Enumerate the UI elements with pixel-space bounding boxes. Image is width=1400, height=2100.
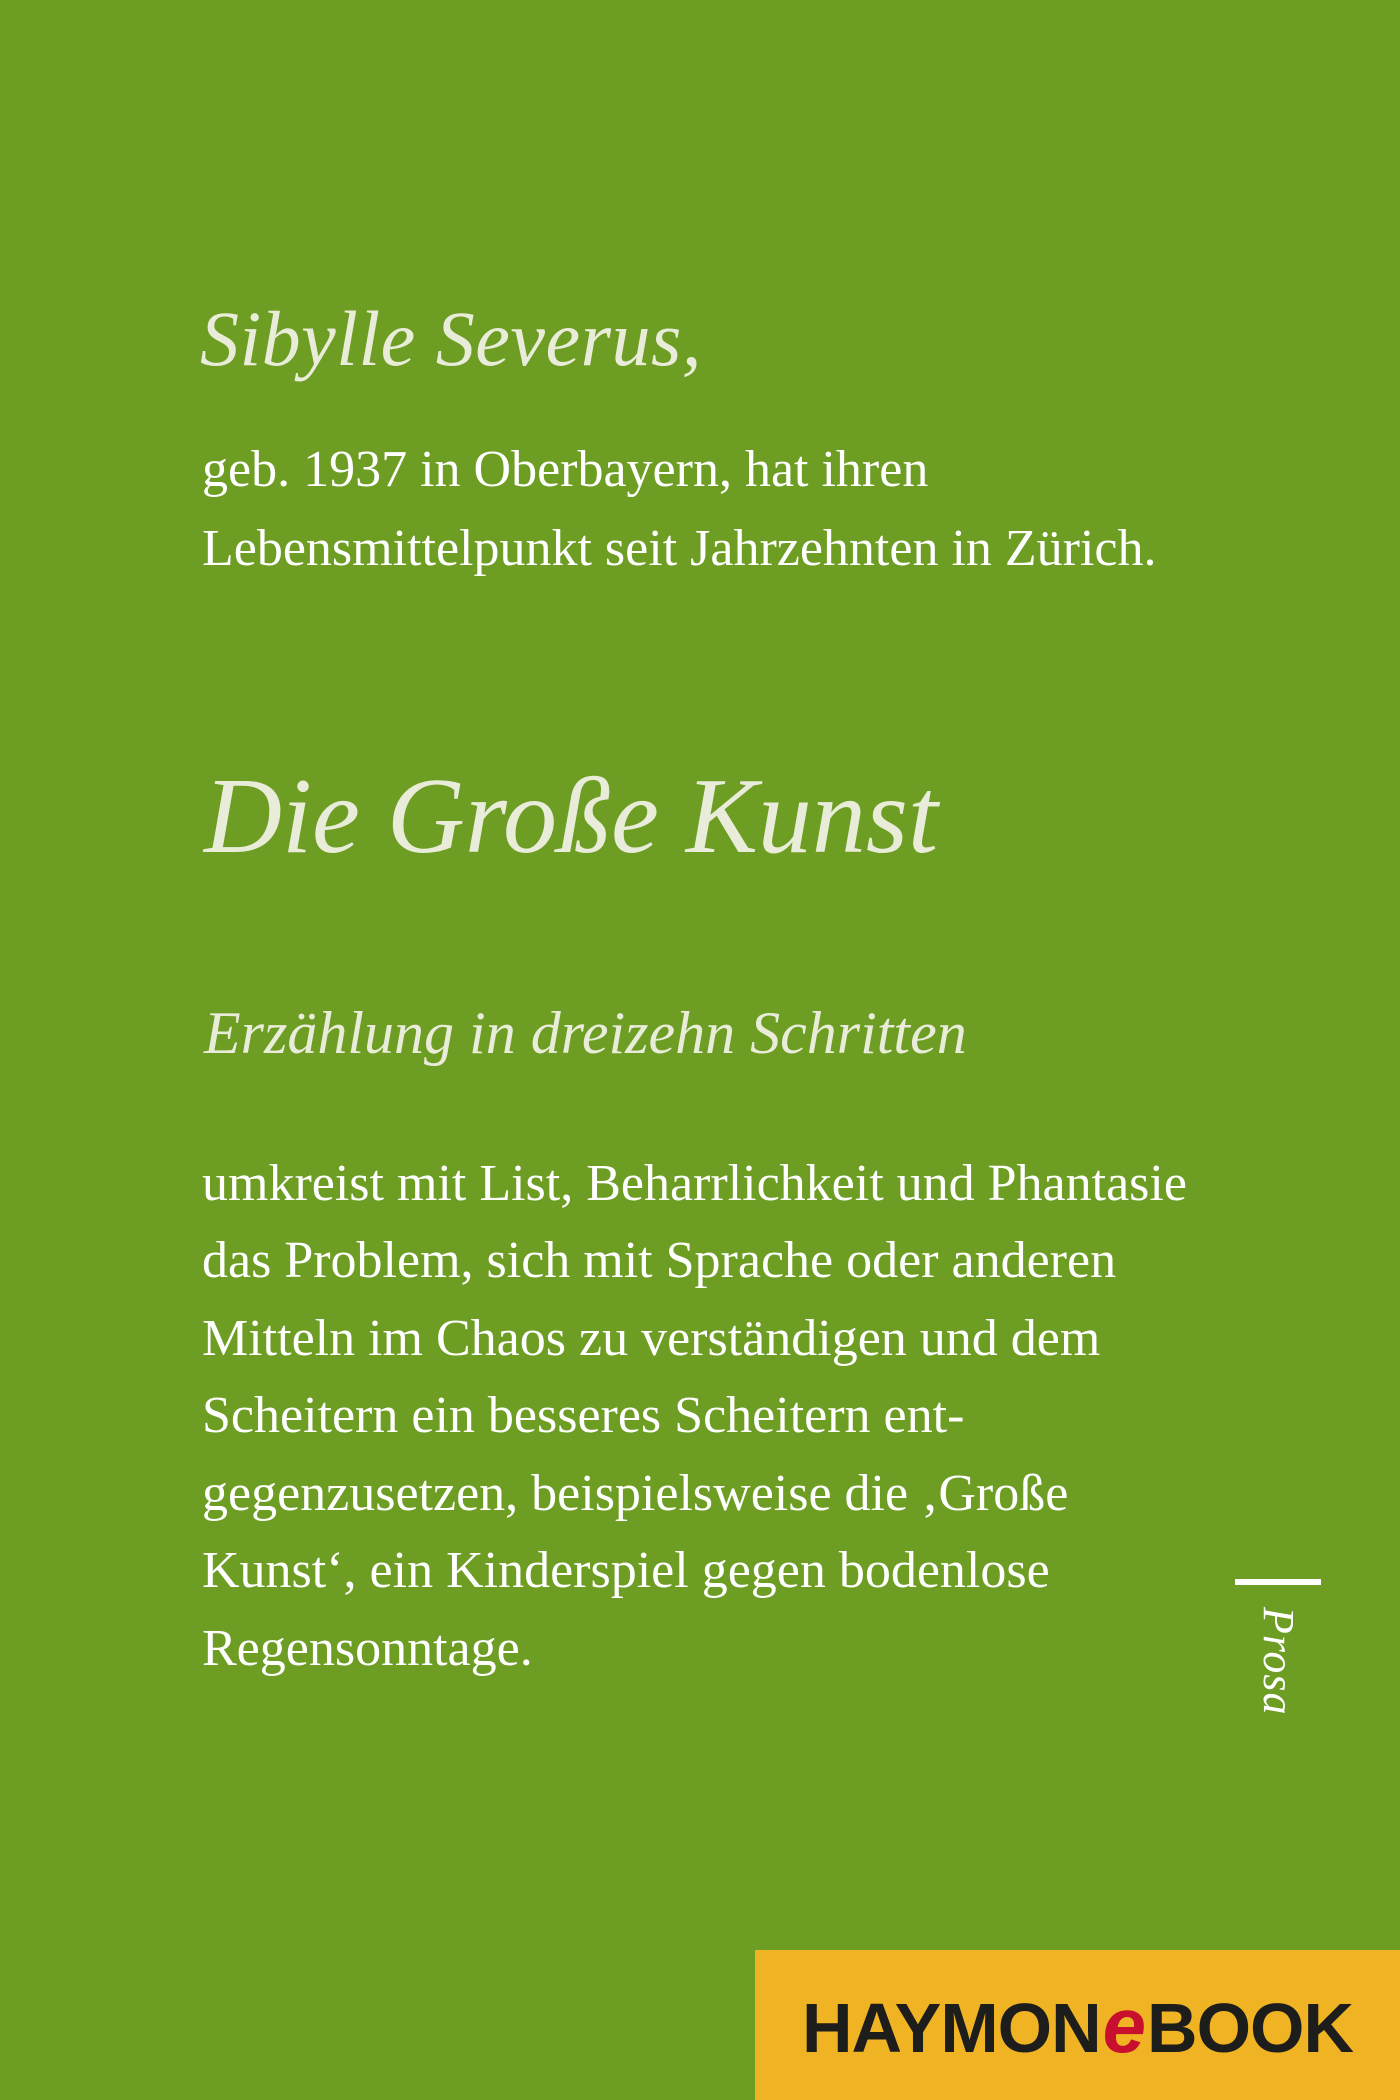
publisher-badge [755,1950,1400,2100]
cover-text-block [200,0,1200,2100]
author-bio: geb. 1937 in Oberbayern, hat ihren Lebensmittelpunkt seit Jahrzehnten in Zürich. [202,441,1157,578]
publisher-accent-letter: e [1102,1981,1146,2069]
publisher-badge-text [801,1981,1354,2069]
genre-marker [1218,1579,1338,1721]
genre-label: Prosa [1254,1606,1303,1715]
book-subtitle: Erzählung in dreizehn Schritten [204,1000,967,1066]
genre-rule [1235,1579,1321,1585]
publisher-format: BOOK [1147,1989,1354,2067]
book-blurb: umkreist mit List, Beharrlichkeit und Phantasie das Problem, sich mit Sprache oder anderen Mitteln im Chaos zu verständigen und dem Scheitern ein besseres Scheitern ent-gegenzusetzen, beispielsweise die ‚Große Kunst‘, ein Kinderspiel gegen bodenlose Regensonntage. [202,1155,1187,1677]
publisher-brand: HAYMON [801,1989,1101,2067]
author-name: Sibylle Severus, [200,295,702,382]
book-title: Die Große Kunst [204,757,938,876]
